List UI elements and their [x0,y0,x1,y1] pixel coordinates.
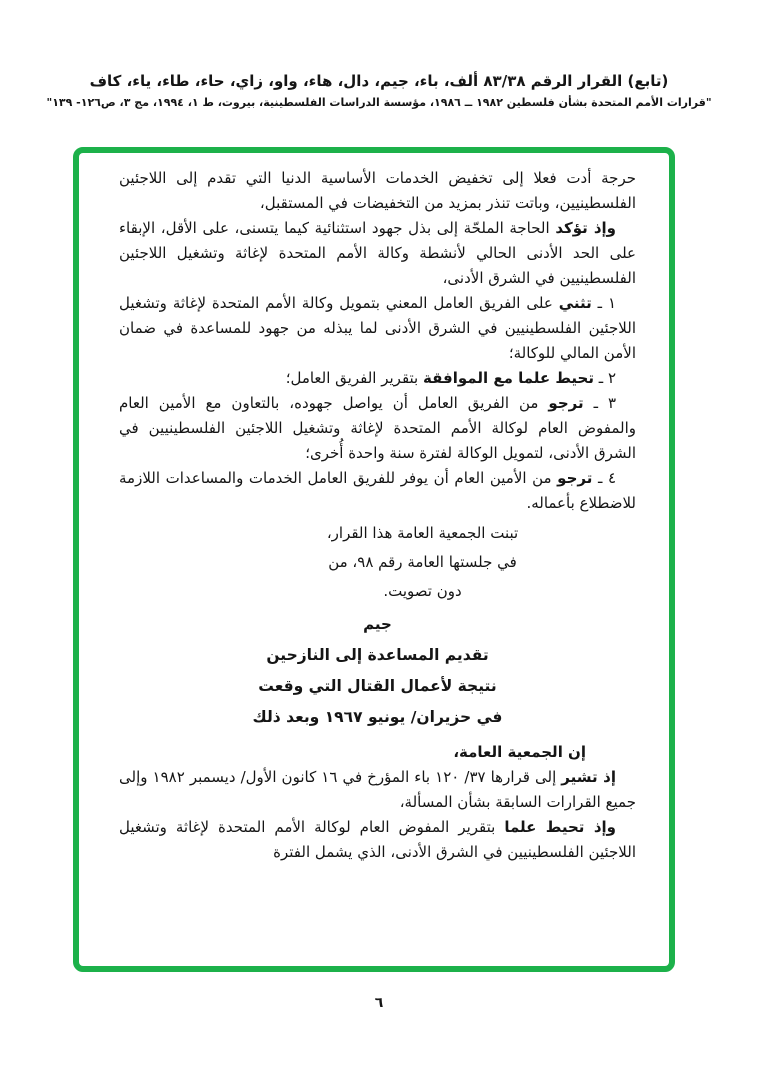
item-number: ٤ ـ [592,469,616,487]
bold-lead: وإذ تحيط علما [504,818,617,836]
operative-paragraph-1 [119,291,636,366]
paragraph-recalling [119,765,636,815]
paragraph-text: الحاجة الملحّة إلى بذل جهود استثنائية كيما يتسنى، على الأقل، الإبقاء على الحد الأدنى الحالي لأنشطة وكالة الأمم المتحدة لإغاثة وتشغيل اللاجئين الفلسطينيين في الشرق الأدنى، [119,219,636,287]
operative-paragraph-4 [119,466,636,516]
paragraph-text: من الفريق العامل أن يواصل جهوده، بالتعاون مع الأمين العام والمفوض العام لوكالة الأمم المتحدة لإغاثة وتشغيل اللاجئين الفلسطينيين في الشرق الأدنى، لتمويل الوكالة لفترة سنة واحدة أُخرى؛ [119,394,636,462]
item-number: ٣ ـ [583,394,616,412]
bold-lead: وإذ تؤكد [555,219,616,237]
item-number: ١ ـ [591,294,616,312]
paragraph-text: بتقرير الفريق العامل؛ [285,369,424,387]
page-number: ٦ [374,995,384,1011]
page-header [0,72,758,109]
paragraph-text: على الفريق العامل المعني بتمويل وكالة الأمم المتحدة لإغاثة وتشغيل اللاجئين الفلسطينيين في الشرق الأدنى لما يبذله من جهود للمساعدة في ضمان الأمن المالي للوكالة؛ [119,294,636,362]
paragraph-text: إلى قرارها ٣٧/ ١٢٠ باء المؤرخ في ١٦ كانون الأول/ ديسمبر ١٩٨٢ وإلى جميع القرارات السابقة بشأن المسألة، [119,768,636,811]
paragraph-continuation [119,166,636,216]
general-assembly-lead: إن الجمعية العامة، [453,743,586,761]
operative-paragraph-3 [119,391,636,466]
paragraph-text: حرجة أدت فعلا إلى تخفيض الخدمات الأساسية الدنيا التي تقدم إلى اللاجئين الفلسطينيين، وباتت تنذر بمزيد من التخفيضات في المستقبل، [119,169,636,212]
bold-lead: إذ تشير [561,768,616,786]
bold-lead: تثني [558,294,592,312]
source-citation: "قرارات الأمم المتحدة بشأن فلسطين ١٩٨٢ ــ ١٩٨٦، مؤسسة الدراسات الفلسطينية، بيروت، ط ١، ١٩٩٤، مج ٣، ص١٢٦- ١٣٩" [46,96,712,109]
paragraph-text: بتقرير المفوض العام لوكالة الأمم المتحدة لإغاثة وتشغيل اللاجئين الفلسطينيين في الشرق الأدنى، الذي يشمل الفترة [119,818,636,861]
section-subtitle-line: تقديم المساعدة إلى النازحين [266,646,489,664]
paragraph-taking-note [119,815,636,865]
bold-lead: ترجو [557,469,593,487]
paragraph-preambular-emphasize [119,216,636,291]
section-subtitle-line: نتيجة لأعمال القتال التي وقعت [258,677,497,695]
item-number: ٢ ـ [594,369,616,387]
adoption-note [301,519,544,606]
bold-lead: تحيط علما مع الموافقة [423,369,594,387]
section-subtitle-line: في حزيران/ يونيو ١٩٦٧ وبعد ذلك [252,708,503,726]
section-letter-heading: جيم [363,615,392,633]
adoption-note-line: تبنت الجمعية العامة هذا القرار، [326,524,519,542]
section-subtitle [119,640,636,733]
adoption-note-line: دون تصويت. [383,582,462,600]
paragraph-text: من الأمين العام أن يوفر للفريق العامل الخدمات والمساعدات اللازمة للاضطلاع بأعماله. [119,469,636,512]
adoption-note-line: في جلستها العامة رقم ٩٨، من [328,553,517,571]
resolution-title: (تابع) القرار الرقم ٨٣/٣٨ ألف، باء، جيم، دال، هاء، واو، زاي، حاء، طاء، ياء، كاف [89,72,669,90]
bold-lead: ترجو [548,394,584,412]
operative-paragraph-2 [119,366,636,391]
green-annotation-box [73,147,675,972]
